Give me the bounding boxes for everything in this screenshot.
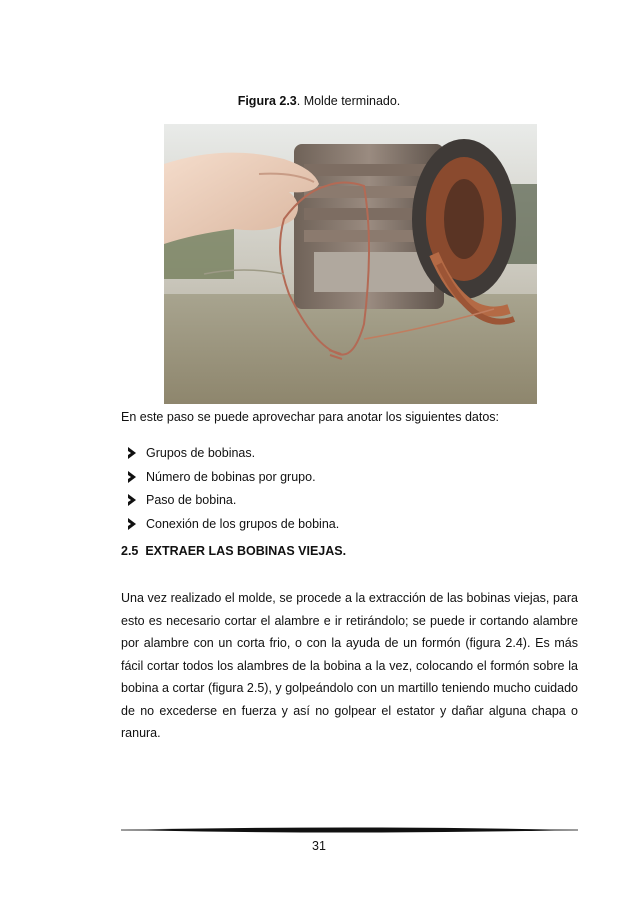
arrow-bullet-icon [128, 518, 136, 530]
arrow-bullet-icon [128, 447, 136, 459]
section-title: EXTRAER LAS BOBINAS VIEJAS. [145, 544, 347, 558]
list-item [121, 516, 581, 540]
footer-divider [121, 826, 578, 834]
motor-stator-photo-icon [164, 124, 537, 404]
figure-label: Figura 2.3 [237, 94, 297, 108]
list-item [121, 492, 581, 516]
figure-photo [164, 124, 537, 404]
data-bullet-list [121, 445, 581, 539]
list-item [121, 445, 581, 469]
arrow-bullet-icon [128, 471, 136, 483]
figure-caption-text: . Molde terminado. [296, 94, 401, 108]
page-number: 31 [312, 839, 326, 853]
section-number: 2.5 [121, 544, 139, 558]
list-item-text: Grupos de bobinas. [146, 446, 256, 460]
list-item-text: Número de bobinas por grupo. [146, 469, 316, 484]
section-heading [121, 543, 581, 559]
arrow-bullet-icon [128, 494, 136, 506]
body-paragraph: Una vez realizado el molde, se procede a la extracción de las bobinas viejas, para esto es necesario cortar el alambre e ir retirándolo; se puede ir cortando alambre por alambre con un corta frio, o con la ayuda de un formón (figura 2.4). Es más fácil cortar todos los alambres de la bobina a la vez, colocando el formón sobre la bobina a cortar (figura 2.5), y golpeándolo con un martillo teniendo mucho cuidado de no excederse en fuerza y así no golpear el estator y dañar alguna chapa o ranura. [121, 591, 578, 740]
list-item [121, 469, 581, 493]
list-item-text: Conexión de los grupos de bobina. [146, 516, 340, 531]
list-item-text: Paso de bobina. [146, 493, 237, 507]
figure-caption [0, 93, 638, 109]
intro-text: En este paso se puede aprovechar para anotar los siguientes datos: [121, 410, 500, 424]
